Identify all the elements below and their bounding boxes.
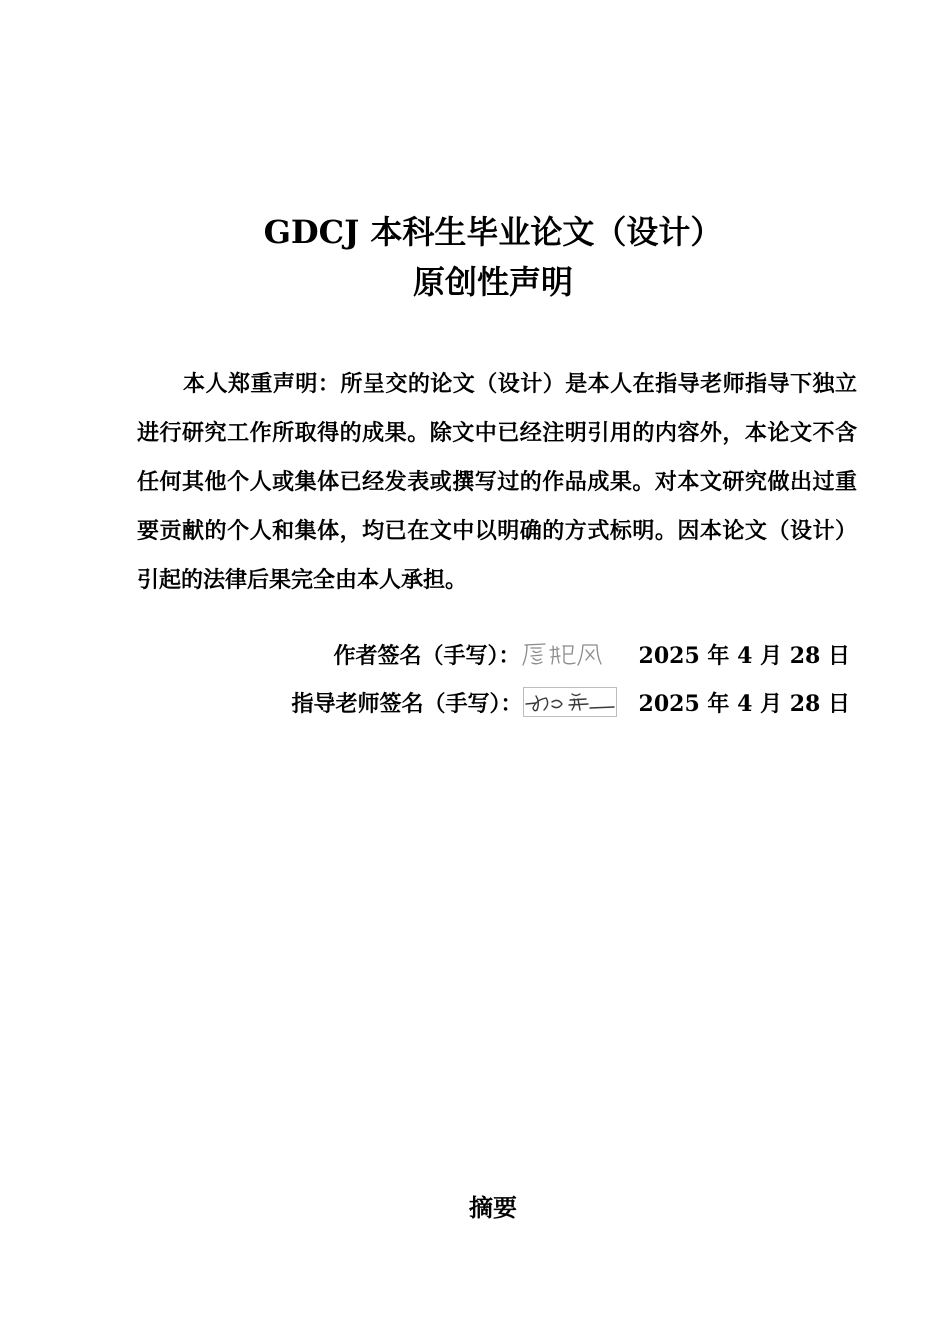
declaration-body: 本人郑重声明：所呈交的论文（设计）是本人在指导老师指导下独立进行研究工作所取得的成果。除文中已经注明引用的内容外，本论文不含任何其他个人或集体已经发表或撰写过的作品成果。对本文研究做出过重要贡献的个人和集体，均已在文中以明确的方式标明。因本论文（设计）引起的法律后果完全由本人承担。 <box>137 371 857 593</box>
advisor-signature-image <box>524 688 616 716</box>
author-handwritten-signature <box>521 638 617 670</box>
author-signature-date: 2025 年 4 月 28 日 <box>638 642 850 669</box>
abstract-heading: 摘要 <box>469 1193 517 1222</box>
declaration-subtitle: 原创性声明 <box>412 263 573 301</box>
author-signature-row <box>334 636 850 672</box>
advisor-handwritten-signature <box>523 687 617 717</box>
author-signature-label: 作者签名（手写）： <box>333 642 521 669</box>
author-signature-image <box>521 638 617 670</box>
advisor-signature-row <box>292 684 850 720</box>
advisor-signature-label: 指导老师签名（手写）： <box>291 690 523 717</box>
declaration-title: GDCJ 本科生毕业论文（设计） <box>263 213 723 251</box>
advisor-signature-date: 2025 年 4 月 28 日 <box>638 690 850 717</box>
